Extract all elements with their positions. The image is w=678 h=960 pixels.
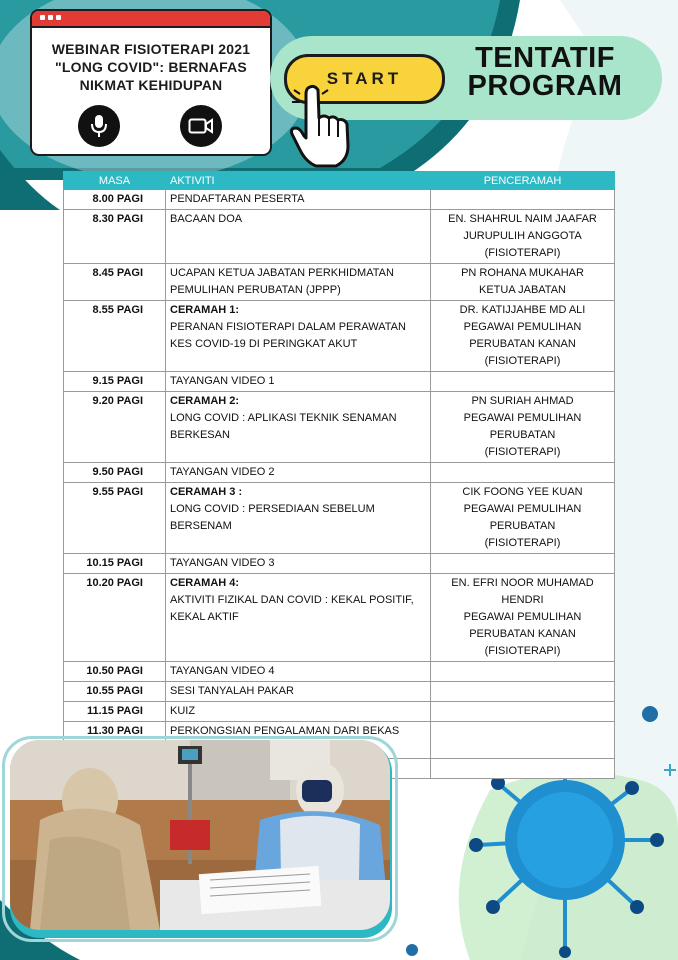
activity-line: SESI TANYALAH PAKAR [170, 685, 294, 697]
speaker-line: KETUA JABATAN [478, 284, 566, 296]
table-row [64, 210, 615, 264]
table-row [64, 702, 615, 722]
activity-line: KEKAL AKTIF [170, 611, 239, 623]
schedule-activity [166, 392, 431, 463]
window-dot [40, 15, 45, 20]
schedule-time: 9.15 PAGI [64, 372, 166, 392]
activity-line: PENDAFTARAN PESERTA [170, 193, 305, 205]
table-row [64, 554, 615, 574]
column-header-activity: AKTIVITI [166, 172, 431, 190]
activity-line: TAYANGAN VIDEO 2 [170, 466, 275, 478]
speaker-line: PEGAWAI PEMULIHAN [463, 611, 582, 623]
pointing-hand-icon [286, 84, 356, 170]
schedule-speaker [431, 210, 615, 264]
speaker-line: DR. KATIJJAHBE MD ALI [459, 304, 586, 316]
schedule-activity [166, 662, 431, 682]
schedule-speaker [431, 483, 615, 554]
activity-line: LONG COVID : PERSEDIAAN SEBELUM [170, 503, 375, 515]
webinar-title-line: WEBINAR FISIOTERAPI 2021 [51, 41, 251, 57]
session-title: CERAMAH 4: [170, 577, 240, 589]
schedule-header-row [64, 172, 615, 190]
column-header-speaker: PENCERAMAH [431, 172, 615, 190]
session-title: CERAMAH 1: [170, 304, 240, 316]
activity-line: PEMULIHAN PERUBATAN (JPPP) [170, 284, 341, 296]
schedule-speaker [431, 759, 615, 779]
schedule-speaker [431, 264, 615, 301]
activity-line: UCAPAN KETUA JABATAN PERKHIDMATAN [170, 267, 394, 279]
video-camera-icon [180, 105, 222, 147]
schedule-time: 11.15 PAGI [64, 702, 166, 722]
speaker-line: CIK FOONG YEE KUAN [462, 486, 583, 498]
activity-line: TAYANGAN VIDEO 3 [170, 557, 275, 569]
activity-line: BERSENAM [170, 520, 232, 532]
microphone-icon [78, 105, 120, 147]
schedule-speaker [431, 392, 615, 463]
speaker-line: EN. SHAHRUL NAIM JAAFAR [448, 213, 597, 225]
schedule-time: 9.55 PAGI [64, 483, 166, 554]
activity-line: BACAAN DOA [170, 213, 243, 225]
speaker-line: PERUBATAN KANAN [469, 628, 576, 640]
speaker-line: (FISIOTERAPI) [484, 537, 561, 549]
activity-line: TAYANGAN VIDEO 1 [170, 375, 275, 387]
schedule-activity [166, 483, 431, 554]
schedule-activity [166, 463, 431, 483]
speaker-line: PEGAWAI PEMULIHAN [463, 503, 582, 515]
table-row [64, 574, 615, 662]
speaker-line: JURUPULIH ANGGOTA [463, 230, 582, 242]
activity-line: TAYANGAN VIDEO 4 [170, 665, 275, 677]
activity-line: KUIZ [170, 705, 196, 717]
speaker-line: (FISIOTERAPI) [484, 247, 561, 259]
table-row [64, 190, 615, 210]
schedule-activity [166, 372, 431, 392]
page-title [445, 44, 645, 100]
session-title: CERAMAH 2: [170, 395, 240, 407]
activity-line: BERKESAN [170, 429, 230, 441]
schedule-time: 9.20 PAGI [64, 392, 166, 463]
speaker-line: PN ROHANA MUKAHAR [461, 267, 584, 279]
schedule-speaker [431, 554, 615, 574]
schedule-activity [166, 682, 431, 702]
schedule-time: 8.00 PAGI [64, 190, 166, 210]
speaker-line: (FISIOTERAPI) [484, 645, 561, 657]
speaker-line: PERUBATAN [489, 429, 556, 441]
activity-line: PERANAN FISIOTERAPI DALAM PERAWATAN [170, 321, 406, 333]
therapy-session-photo [10, 740, 390, 930]
speaker-line: PEGAWAI PEMULIHAN [463, 412, 582, 424]
schedule-speaker [431, 702, 615, 722]
schedule-activity [166, 301, 431, 372]
schedule-time: 8.55 PAGI [64, 301, 166, 372]
speaker-line: PERUBATAN KANAN [469, 338, 576, 350]
schedule-speaker [431, 682, 615, 702]
speaker-line: PEGAWAI PEMULIHAN [463, 321, 582, 333]
schedule-speaker [431, 662, 615, 682]
schedule-activity [166, 210, 431, 264]
schedule-time: 10.55 PAGI [64, 682, 166, 702]
activity-line: KES COVID-19 DI PERINGKAT AKUT [170, 338, 358, 350]
speaker-line: (FISIOTERAPI) [484, 355, 561, 367]
table-row [64, 264, 615, 301]
schedule-speaker [431, 372, 615, 392]
table-row [64, 483, 615, 554]
table-row [64, 682, 615, 702]
table-row [64, 301, 615, 372]
table-row [64, 392, 615, 463]
table-row [64, 662, 615, 682]
window-dot [56, 15, 61, 20]
activity-line: LONG COVID : APLIKASI TEKNIK SENAMAN [170, 412, 397, 424]
schedule-time: 9.50 PAGI [64, 463, 166, 483]
activity-line: AKTIVITI FIZIKAL DAN COVID : KEKAL POSITIF, [170, 594, 414, 606]
schedule-activity [166, 702, 431, 722]
column-header-time: MASA [64, 172, 166, 190]
table-row [64, 372, 615, 392]
speaker-line: PERUBATAN [489, 520, 556, 532]
speaker-line: PN SURIAH AHMAD [471, 395, 574, 407]
window-dot [48, 15, 53, 20]
table-row [64, 463, 615, 483]
schedule-activity [166, 190, 431, 210]
schedule-time: 10.15 PAGI [64, 554, 166, 574]
schedule-activity [166, 574, 431, 662]
schedule-time: 11.30 PAGI [64, 722, 166, 759]
speaker-line: (FISIOTERAPI) [484, 446, 561, 458]
speaker-line: EN. EFRI NOOR MUHAMAD [451, 577, 594, 589]
schedule-speaker [431, 463, 615, 483]
schedule-time: 8.45 PAGI [64, 264, 166, 301]
card-window-bar [32, 11, 270, 28]
webinar-title-line: "LONG COVID": BERNAFAS [55, 59, 247, 75]
schedule-time: 10.20 PAGI [64, 574, 166, 662]
schedule-speaker [431, 190, 615, 210]
schedule-time: 8.30 PAGI [64, 210, 166, 264]
schedule-activity [166, 554, 431, 574]
page-title-line: TENTATIF [475, 42, 615, 74]
schedule-table [63, 171, 615, 779]
schedule-time: 10.50 PAGI [64, 662, 166, 682]
speaker-line: HENDRI [501, 594, 544, 606]
schedule-speaker [431, 722, 615, 759]
activity-line: PERKONGSIAN PENGALAMAN DARI BEKAS [170, 725, 400, 737]
schedule-speaker [431, 301, 615, 372]
schedule-speaker [431, 574, 615, 662]
start-button[interactable]: START [284, 54, 445, 104]
webinar-title [32, 40, 270, 94]
session-title: CERAMAH 3 : [170, 486, 243, 498]
webinar-card [30, 9, 272, 156]
page-title-line: PROGRAM [467, 70, 623, 102]
webinar-title-line: NIKMAT KEHIDUPAN [79, 77, 223, 93]
schedule-activity [166, 264, 431, 301]
